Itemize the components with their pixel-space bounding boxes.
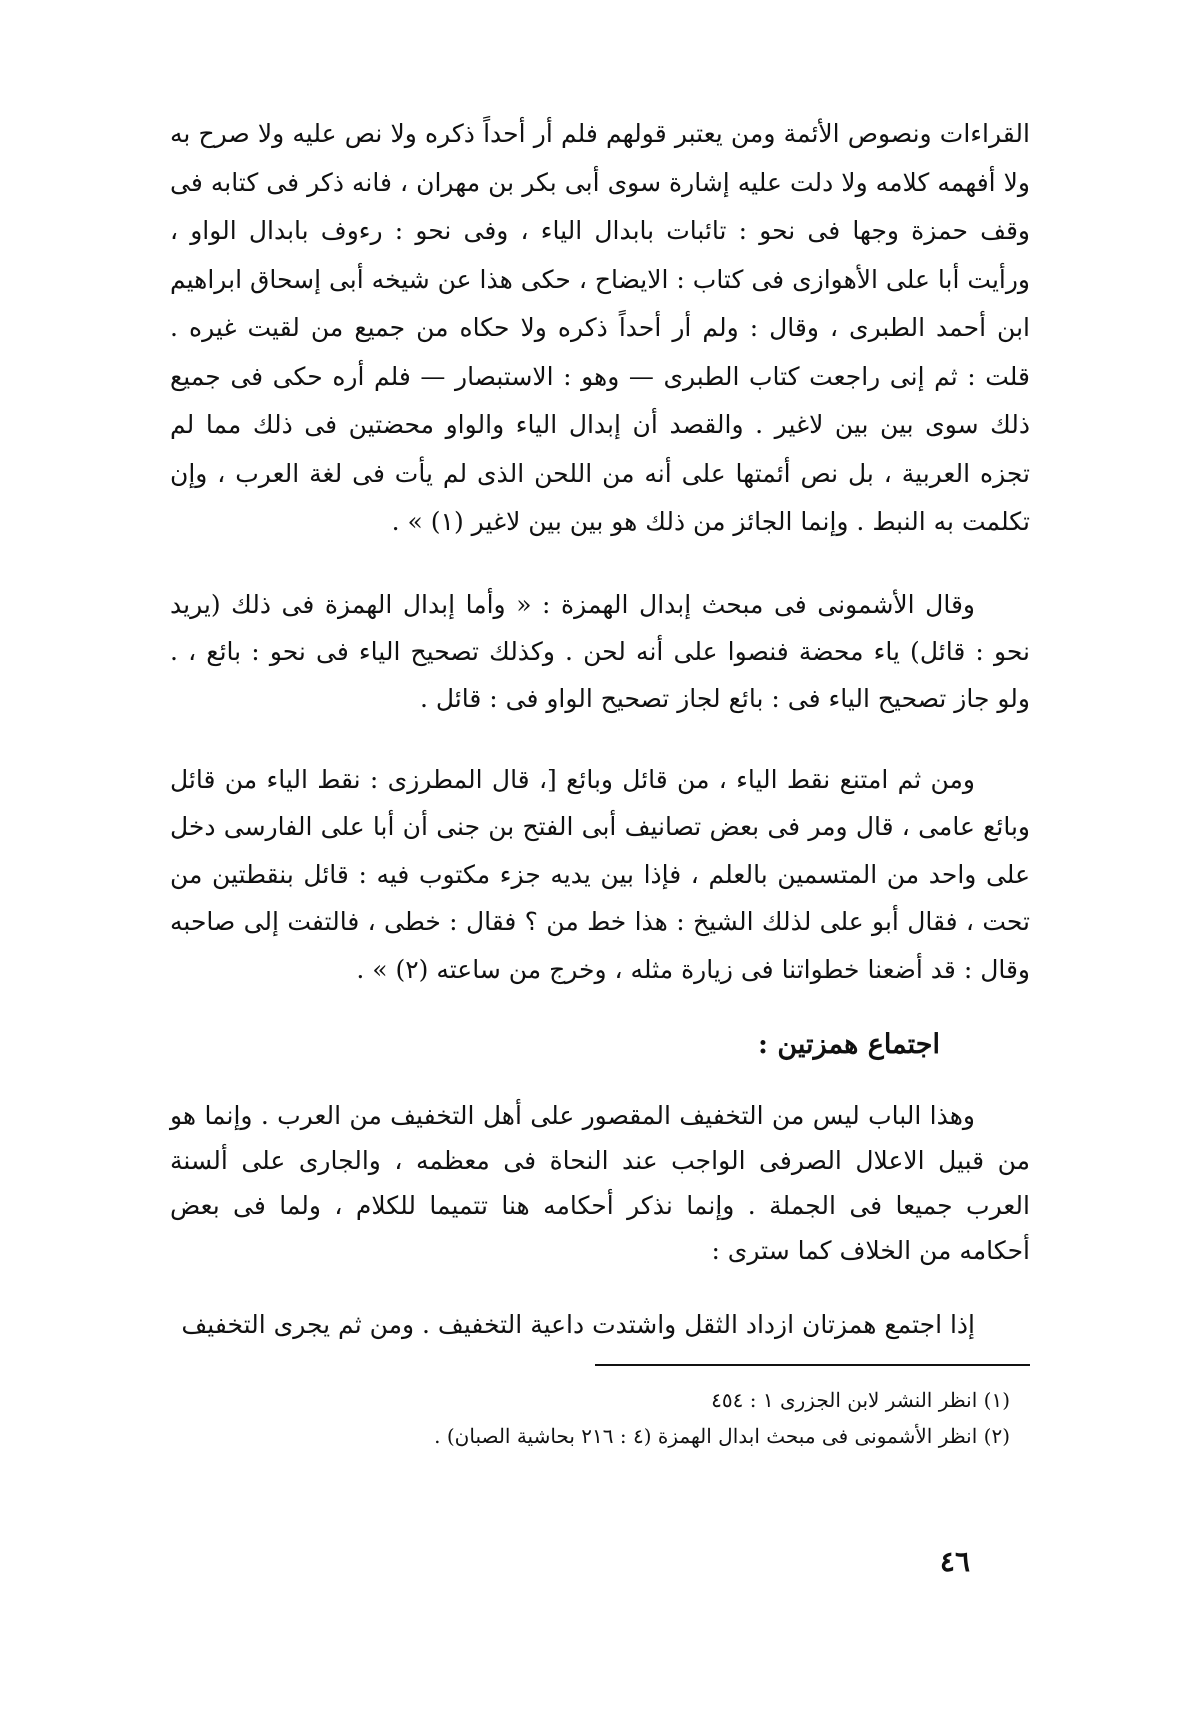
footnotes [170, 1382, 1030, 1454]
body-paragraph-3: ومن ثم امتنع نقط الياء ، من قائل وبائع [، قال المطرزى : نقط الياء من قائل وبائع عامى ، قال ومر فى بعض تصانيف أبى الفتح بن جنى أن أبا على الفارسى دخل على واحد من المتسمين بالعلم ، فإذا بين يديه جزء مكتوب فيه : قائل بنقطتين من تحت ، فقال أبو على لذلك الشيخ : هذا خط من ؟ فقال : خطى ، فالتفت إلى صاحبه وقال : قد أضعنا خطواتنا فى زيارة مثله ، وخرج من ساعته (٢) » . [170, 764, 1030, 984]
page-number: ٤٦ [939, 1545, 970, 1578]
body-paragraph-4: وهذا الباب ليس من التخفيف المقصور على أهل التخفيف من العرب . وإنما هو من قبيل الاعلال الصرفى الواجب عند النحاة فى معظمه ، والجارى على ألسنة العرب جميعا فى الجملة . وإنما نذكر أحكامه هنا تتميما للكلام ، ولما فى بعض أحكامه من الخلاف كما سترى : [170, 1101, 1030, 1265]
body-paragraph-2: وقال الأشمونى فى مبحث إبدال الهمزة : « وأما إبدال الهمزة فى ذلك (يريد نحو : قائل) ياء محضة فنصوا على أنه لحن . وكذلك تصحيح الياء فى نحو : بائع ، . ولو جاز تصحيح الياء فى : بائع لجاز تصحيح الواو فى : قائل . [170, 589, 1030, 713]
body-paragraph-1: القراءات ونصوص الأئمة ومن يعتبر قولهم فلم أر أحداً ذكره ولا نص عليه ولا صرح به ولا أفهمه كلامه ولا دلت عليه إشارة سوى أبى بكر بن مهران ، فانه ذكر فى كتابه فى وقف حمزة وجها فى نحو : تائبات بابدال الياء ، وفى نحو : رءوف بابدال الواو ، ورأيت أبا على الأهوازى فى كتاب : الايضاح ، حكى هذا عن شيخه أبى إسحاق ابراهيم ابن أحمد الطبرى ، وقال : ولم أر أحداً ذكره ولا حكاه من جميع من لقيت غيره . قلت : ثم إنى راجعت كتاب الطبرى — وهو : الاستبصار — فلم أره حكى فى جميع ذلك سوى بين بين لاغير . والقصد أن إبدال الياء والواو محضتين فى ذلك مما لم تجزه العربية ، بل نص أئمتها على أنه من اللحن الذى لم يأت فى لغة العرب ، وإن تكلمت به النبط . وإنما الجائز من ذلك هو بين بين لاغير (١) » . [170, 119, 1030, 536]
body-paragraph-5: إذا اجتمع همزتان ازداد الثقل واشتدت داعية التخفيف . ومن ثم يجرى التخفيف [181, 1310, 975, 1339]
footnote-divider-wrap [170, 1350, 1030, 1366]
footnote-divider [595, 1364, 1030, 1366]
footnote-1: (١) انظر النشر لابن الجزرى ١ : ٤٥٤ [711, 1387, 1010, 1412]
footnote-2: (٢) انظر الأشمونى فى مبحث ابدال الهمزة (٤ : ٢١٦ بحاشية الصبان) . [434, 1423, 1010, 1448]
section-heading: اجتماع همزتين : [757, 1029, 940, 1060]
